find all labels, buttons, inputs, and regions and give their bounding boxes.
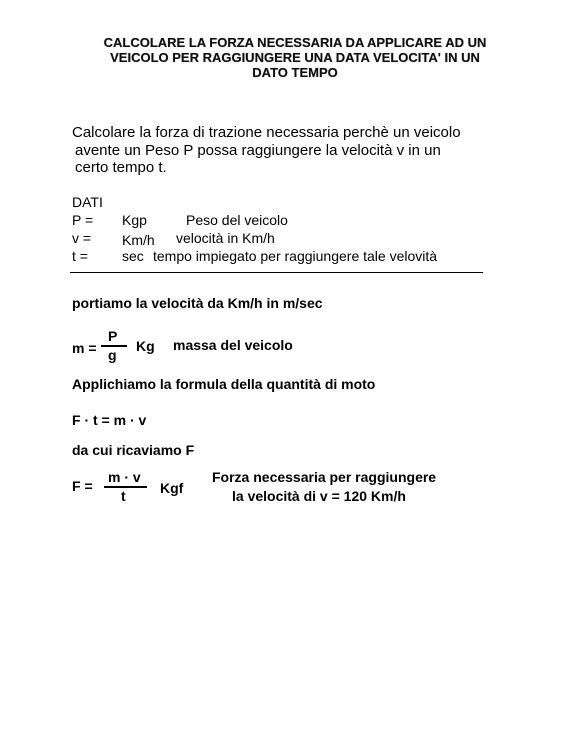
apply-step: Applichiamo la formula della quantità di moto	[72, 376, 376, 392]
force-lhs: F =	[72, 478, 93, 494]
dati-symbol-p: P =	[72, 212, 94, 228]
dati-desc-v: velocità in Km/h	[176, 230, 275, 246]
intro-line-1: Calcolare la forza di trazione necessaria perchè un veicolo	[72, 124, 461, 141]
force-denominator: t	[121, 488, 126, 504]
title-line-3: DATO TEMPO	[252, 65, 338, 80]
section-divider	[70, 272, 483, 273]
dati-symbol-v: v =	[72, 230, 92, 246]
document-title	[100, 35, 490, 80]
convert-step: portiamo la velocità da Km/h in m/sec	[72, 295, 323, 311]
mass-numerator: P	[108, 328, 118, 344]
mass-lhs: m =	[72, 340, 97, 356]
dati-heading: DATI	[72, 194, 103, 210]
force-desc-line-1: Forza necessaria per raggiungere	[212, 469, 437, 485]
force-numerator: m · v	[108, 469, 141, 485]
dati-desc-t: tempo impiegato per raggiungere tale velovità	[153, 248, 438, 264]
title-line-2: VEICOLO PER RAGGIUNGERE UNA DATA VELOCITA' IN UN	[110, 50, 480, 65]
momentum-formula: F · t = m · v	[72, 412, 147, 428]
derive-step: da cui ricaviamo F	[72, 442, 195, 458]
intro-line-2: avente un Peso P possa raggiungere la velocità v in un	[75, 142, 441, 159]
intro-line-3: certo tempo t.	[75, 159, 167, 176]
dati-desc-p: Peso del veicolo	[186, 212, 288, 228]
dati-unit-v: Km/h	[122, 232, 155, 248]
force-desc-line-2: la velocità di v = 120 Km/h	[232, 488, 406, 504]
mass-unit: Kg	[136, 338, 155, 354]
force-unit: Kgf	[160, 480, 184, 496]
title-line-1: CALCOLARE LA FORZA NECESSARIA DA APPLICARE AD UN	[103, 35, 487, 50]
mass-denominator: g	[108, 347, 117, 363]
mass-desc: massa del veicolo	[173, 337, 293, 353]
dati-unit-t: sec	[122, 248, 144, 264]
dati-unit-p: Kgp	[122, 212, 147, 228]
dati-symbol-t: t =	[72, 248, 88, 264]
